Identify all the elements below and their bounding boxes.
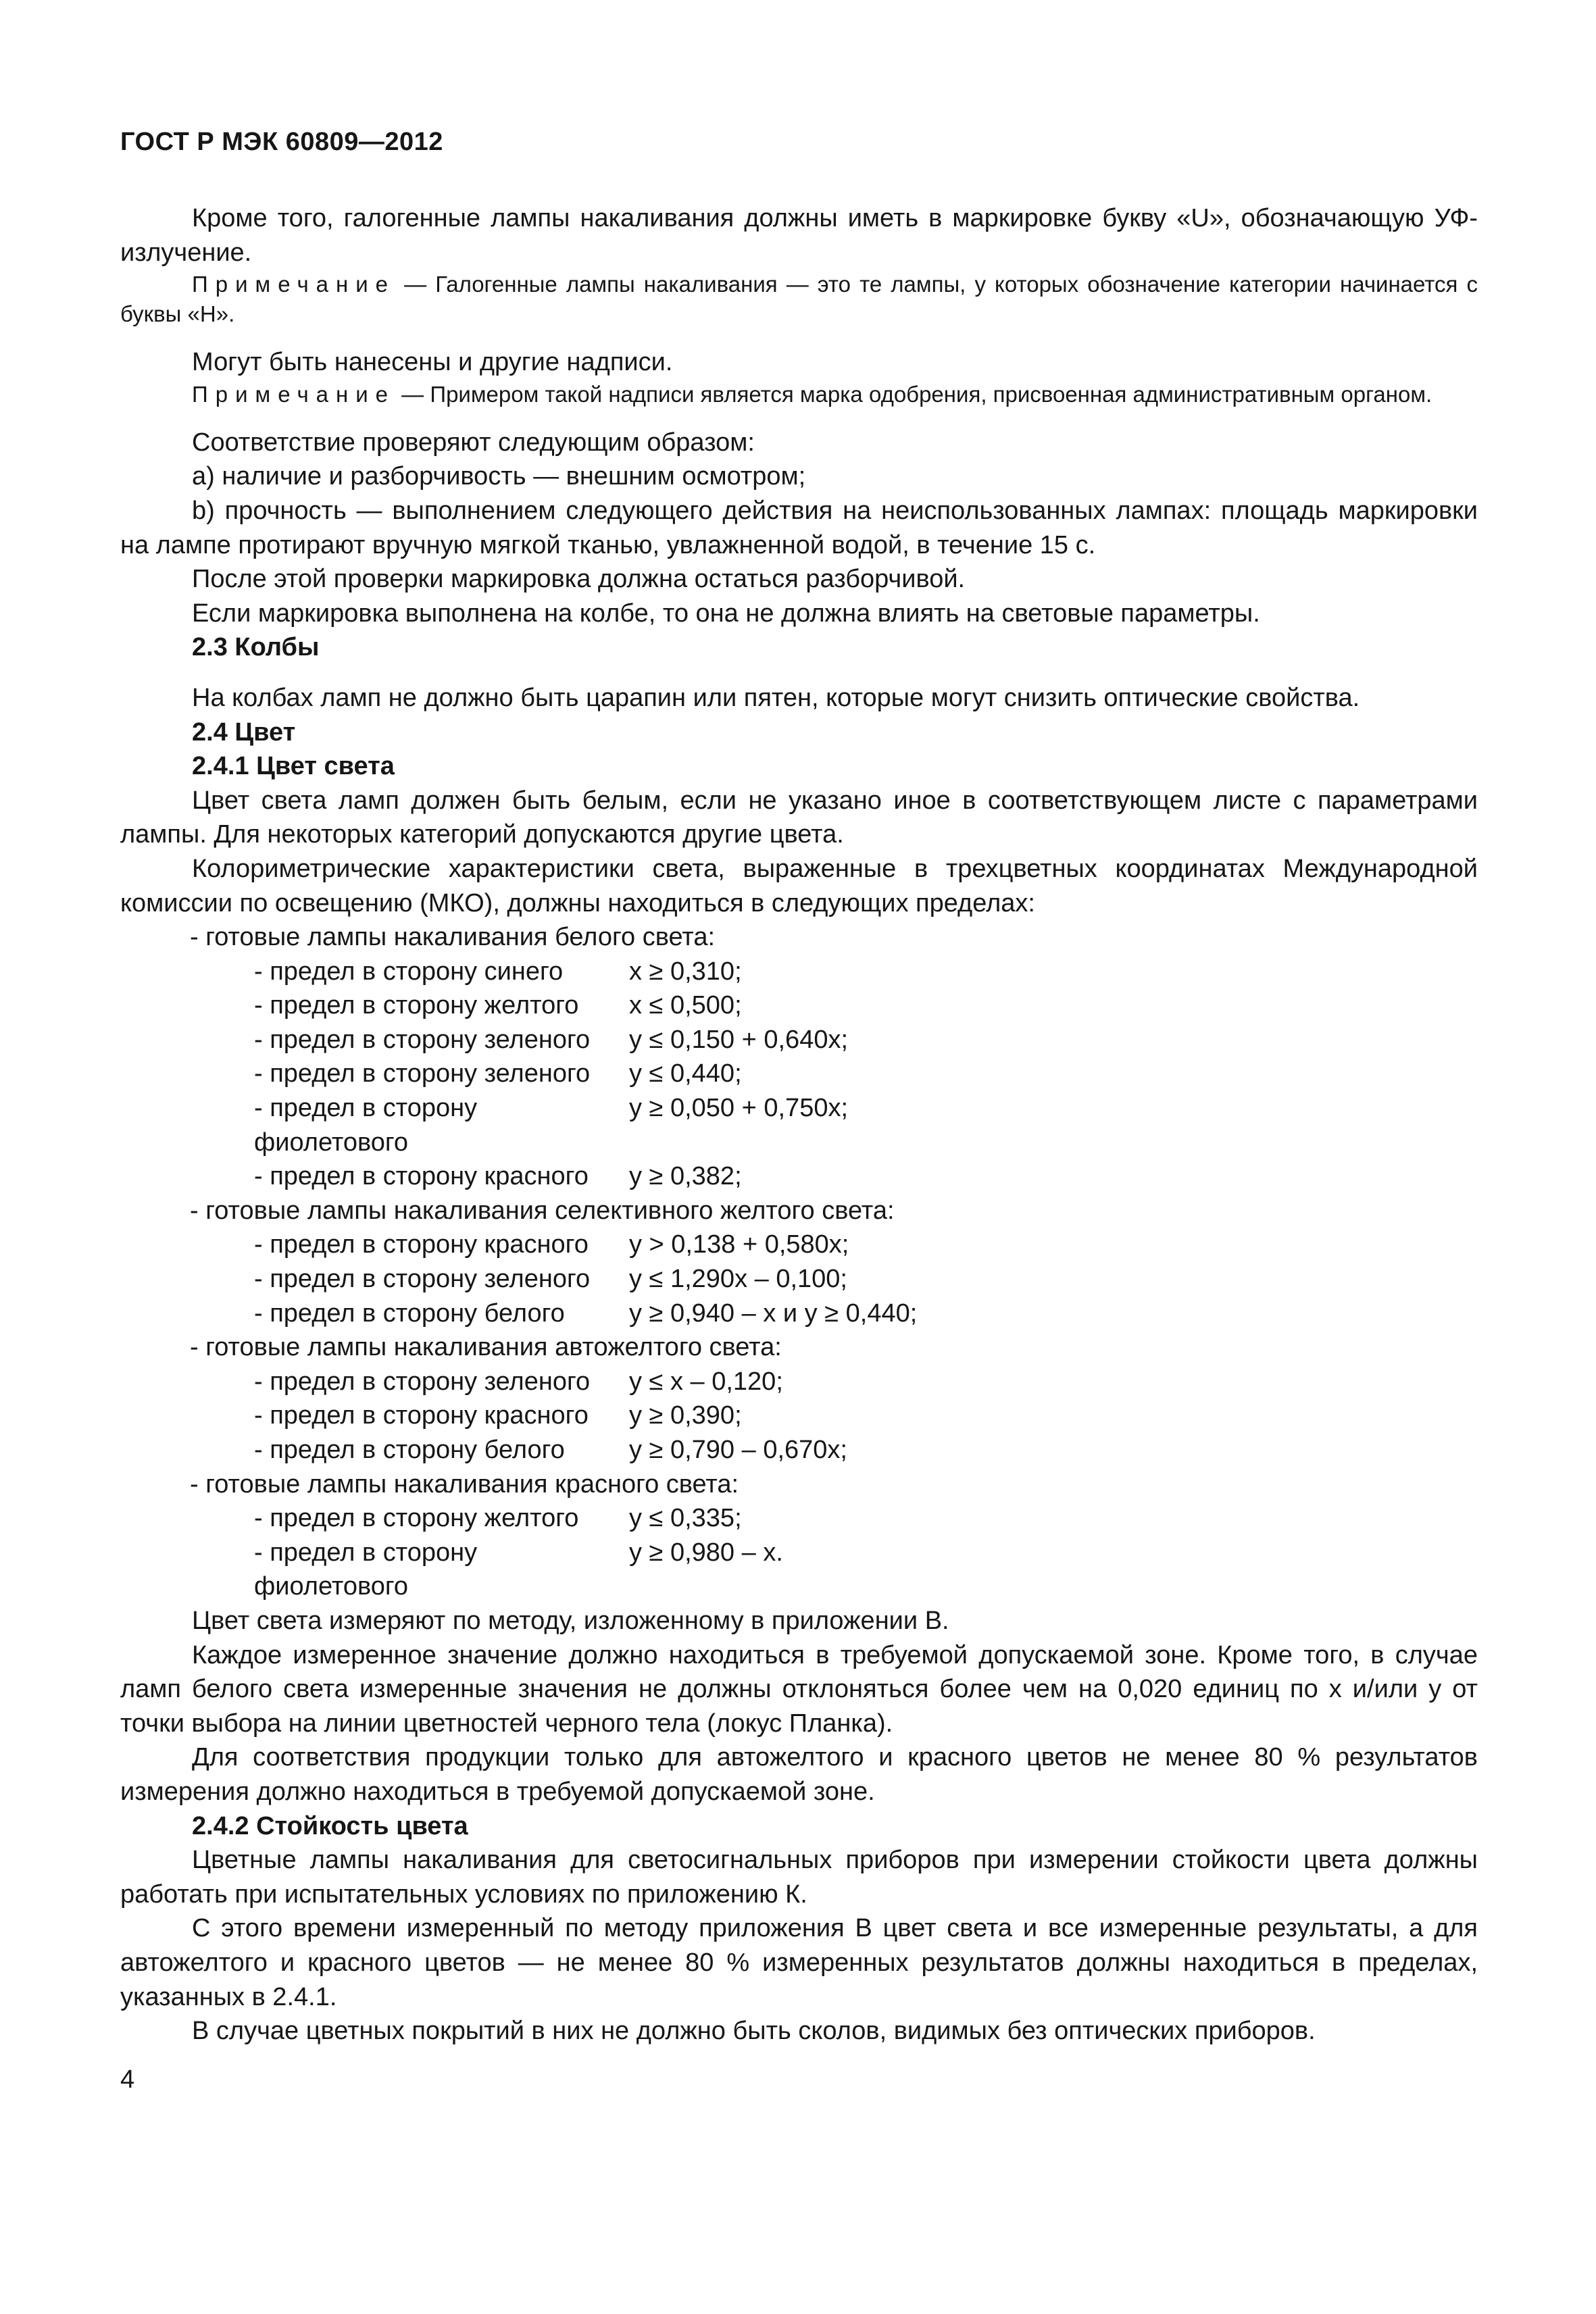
limit-label: - предел в сторону зеленого [254,1265,591,1294]
section-heading: 2.4 Цвет [192,718,296,747]
limit-label: - предел в сторону зеленого [254,1025,591,1054]
limit-label: - предел в сторону синего [254,957,564,986]
limit-label: - предел в сторону белого [254,1299,565,1328]
paragraph: Соответствие проверяют следующим образом: [192,428,755,457]
paragraph: Цвет света измеряют по методу, изложенному в приложении В. [192,1606,949,1635]
document-header: ГОСТ Р МЭК 60809—2012 [120,128,443,156]
note [120,380,1478,409]
limit-value: y ≥ 0,382; [629,1162,742,1191]
limit-value: y ≥ 0,980 – x. [629,1538,783,1567]
limit-label: - предел в сторону фиолетового [254,1094,478,1157]
limit-label: - предел в сторону зеленого [254,1059,591,1088]
limit-category-title: - готовые лампы накаливания автожелтого света: [190,1333,782,1362]
limit-label: - предел в сторону белого [254,1436,565,1464]
limit-row [120,955,1478,989]
paragraph: Если маркировка выполнена на колбе, то она не должна влиять на световые параметры. [192,599,1260,628]
limit-value: y ≥ 0,940 – x и y ≥ 0,440; [629,1299,918,1328]
note-label: Примечание [192,381,396,407]
document-body [120,201,1478,2048]
limit-row [120,1399,1478,1433]
limit-row [120,1228,1478,1262]
limit-label: - предел в сторону зеленого [254,1367,591,1396]
limit-value: y ≤ 0,150 + 0,640x; [629,1025,849,1054]
subsection-heading: 2.4.2 Стойкость цвета [192,1811,468,1840]
limit-row [120,1365,1478,1399]
paragraph: Колориметрические характеристики света, выраженные в трехцветных координатах Международной комиссии по освещению (МКО), должны находиться в следующих пределах: [120,854,1478,917]
paragraph: В случае цветных покрытий в них не должно быть сколов, видимых без оптических приборов. [192,2017,1316,2046]
limit-value: y ≥ 0,050 + 0,750x; [629,1094,849,1123]
limit-row [120,1159,1478,1194]
note-text: — Примером такой надписи является марка одобрения, присвоенная административным органом. [395,381,1432,407]
limit-label: - предел в сторону фиолетового [254,1538,478,1601]
limit-value: y ≤ 1,290x – 0,100; [629,1265,847,1294]
note [120,270,1478,329]
limit-row [120,1501,1478,1536]
limit-label: - предел в сторону красного [254,1162,589,1191]
limit-category-title: - готовые лампы накаливания белого света: [190,923,716,952]
paragraph: b) прочность — выполнением следующего действия на неиспользованных лампах: площадь маркировки на лампе протирают вручную мягкой тканью, увлажненной водой, в течение 15 с. [120,496,1478,559]
limit-row [120,1057,1478,1091]
limit-value: y ≤ 0,335; [629,1504,742,1533]
limit-row [120,1297,1478,1331]
paragraph: После этой проверки маркировка должна остаться разборчивой. [192,565,966,594]
limit-row [120,1023,1478,1057]
paragraph: Каждое измеренное значение должно находиться в требуемой допускаемой зоне. Кроме того, в случае ламп белого света измеренные значения не должны отклоняться более чем на 0,020 единиц по x и/или у от точки выбора на линии цветностей черного тела (локус Планка). [120,1640,1478,1738]
limit-value: y ≥ 0,390; [629,1401,742,1430]
limit-label: - предел в сторону красного [254,1401,589,1430]
paragraph: а) наличие и разборчивость — внешним осмотром; [192,462,806,491]
limit-row [120,988,1478,1023]
limit-label: - предел в сторону красного [254,1230,589,1259]
limit-row [120,1262,1478,1297]
page-number: 4 [120,2065,135,2094]
limit-category-title: - готовые лампы накаливания селективного желтого света: [190,1196,895,1225]
paragraph: Для соответствия продукции только для автожелтого и красного цветов не менее 80 % результатов измерения должно находиться в требуемой допускаемой зоне. [120,1743,1478,1806]
note-label: Примечание [192,272,396,297]
limit-label: - предел в сторону желтого [254,1504,579,1533]
limit-row [120,1536,1478,1604]
limit-value: x ≥ 0,310; [629,957,742,986]
limit-category-title: - готовые лампы накаливания красного света: [190,1469,739,1499]
limit-value: y ≥ 0,790 – 0,670x; [629,1436,847,1464]
paragraph: Кроме того, галогенные лампы накаливания должны иметь в маркировке букву «U», обозначающую УФ-излучение. [120,204,1478,267]
limit-value: y ≤ x – 0,120; [629,1367,783,1396]
limit-row [120,1433,1478,1467]
limit-label: - предел в сторону желтого [254,991,579,1020]
paragraph: Цвет света ламп должен быть белым, если не указано иное в соответствующем листе с параметрами лампы. Для некоторых категорий допускаются другие цвета. [120,786,1478,849]
limit-value: y > 0,138 + 0,580x; [629,1230,849,1259]
paragraph: С этого времени измеренный по методу приложения В цвет света и все измеренные результаты, а для автожелтого и красного цветов — не менее 80 % измеренных результатов должны находиться в пределах, указанных в 2.4.1. [120,1914,1478,2011]
subsection-heading: 2.4.1 Цвет света [192,752,395,781]
paragraph: Цветные лампы накаливания для светосигнальных приборов при измерении стойкости цвета должны работать при испытательных условиях по приложению К. [120,1846,1478,1909]
limit-value: x ≤ 0,500; [629,991,742,1020]
note-text: — Галогенные лампы накаливания — это те лампы, у которых обозначение категории начинается с буквы «Н». [120,272,1478,327]
paragraph: На колбах ламп не должно быть царапин или пятен, которые могут снизить оптические свойства. [192,683,1360,712]
paragraph: Могут быть нанесены и другие надписи. [192,348,673,377]
limit-value: y ≤ 0,440; [629,1059,742,1088]
limit-row [120,1091,1478,1159]
section-heading: 2.3 Колбы [192,633,320,662]
